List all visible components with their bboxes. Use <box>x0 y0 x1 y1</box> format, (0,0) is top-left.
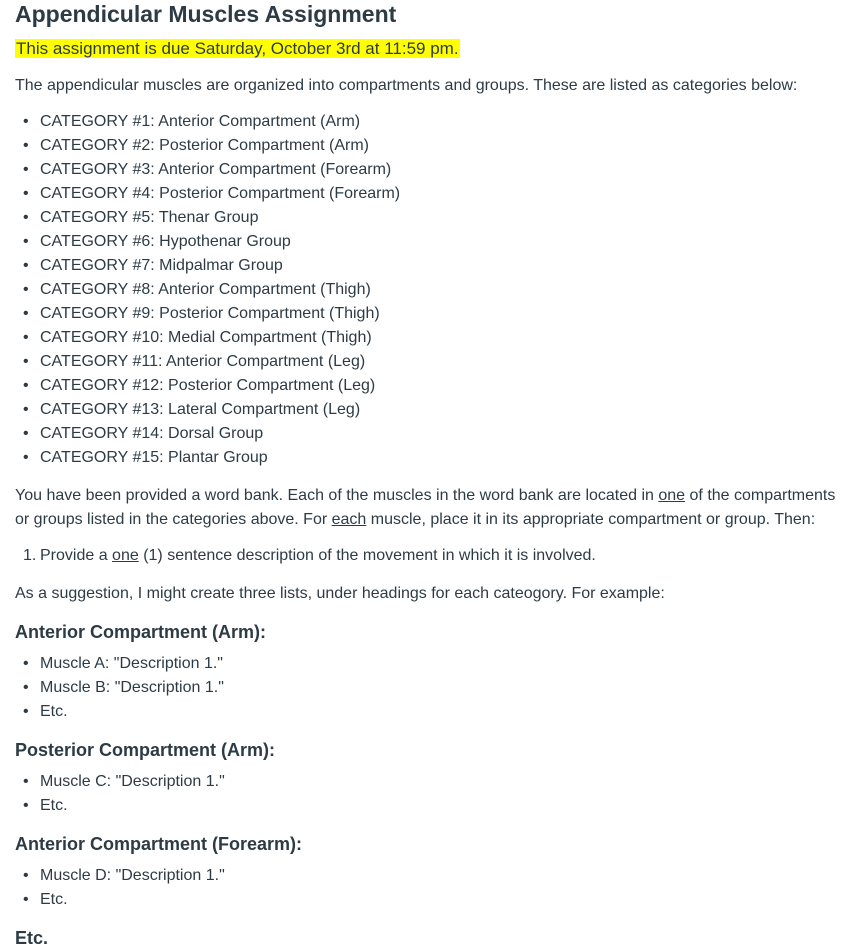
due-notice <box>15 38 838 60</box>
category-item: • CATEGORY #6: Hypothenar Group <box>40 230 838 254</box>
category-item: • CATEGORY #15: Plantar Group <box>40 446 838 470</box>
example-list <box>15 652 838 724</box>
example-heading: Anterior Compartment (Forearm): <box>15 834 303 854</box>
category-item: • CATEGORY #14: Dorsal Group <box>40 422 838 446</box>
wordbank-text-1: You have been provided a word bank. Each of the muscles in the word bank are located in <box>15 487 659 504</box>
wordbank-text-3: muscle, place it in its appropriate compartment or group. Then: <box>366 511 816 528</box>
category-item: • CATEGORY #3: Anterior Compartment (Forearm) <box>40 158 838 182</box>
suggestion-paragraph: As a suggestion, I might create three lists, under headings for each cateogory. For example: <box>15 585 665 602</box>
wordbank-paragraph <box>15 484 838 532</box>
wordbank-emphasis-one: one <box>658 487 686 504</box>
category-item: • CATEGORY #9: Posterior Compartment (Thigh) <box>40 302 838 326</box>
example-list <box>15 770 838 818</box>
step-emphasis-one: one <box>112 547 139 564</box>
category-item: • CATEGORY #2: Posterior Compartment (Arm) <box>40 134 838 158</box>
example-item: • Muscle B: "Description 1." <box>40 676 838 700</box>
closing-heading: Etc. <box>15 928 49 948</box>
example-item: • Muscle A: "Description 1." <box>40 652 838 676</box>
category-list <box>15 110 838 470</box>
page-title: Appendicular Muscles Assignment <box>15 1 397 27</box>
wordbank-emphasis-each: each <box>331 511 367 528</box>
example-item: • Etc. <box>40 888 838 912</box>
category-item: • CATEGORY #8: Anterior Compartment (Thigh) <box>40 278 838 302</box>
category-item: • CATEGORY #12: Posterior Compartment (Leg) <box>40 374 838 398</box>
example-item: • Muscle D: "Description 1." <box>40 864 838 888</box>
category-item: • CATEGORY #11: Anterior Compartment (Leg) <box>40 350 838 374</box>
wordbank-text-2: of the compartments or groups listed in the categories above. For <box>15 487 836 528</box>
category-item: • CATEGORY #7: Midpalmar Group <box>40 254 838 278</box>
category-item: • CATEGORY #1: Anterior Compartment (Arm) <box>40 110 838 134</box>
due-notice-highlight: This assignment is due Saturday, October 3rd at 11:59 pm. <box>16 39 459 58</box>
example-item: • Muscle C: "Description 1." <box>40 770 838 794</box>
category-item: • CATEGORY #10: Medial Compartment (Thigh) <box>40 326 838 350</box>
intro-paragraph: The appendicular muscles are organized into compartments and groups. These are listed as categories below: <box>15 77 798 94</box>
example-list <box>15 864 838 912</box>
category-item: • CATEGORY #5: Thenar Group <box>40 206 838 230</box>
example-item: • Etc. <box>40 794 838 818</box>
step-text-2: (1) sentence description of the movement in which it is involved. <box>138 547 596 564</box>
example-heading: Anterior Compartment (Arm): <box>15 622 267 642</box>
step-text-1: Provide a <box>40 547 113 564</box>
step-list <box>15 544 838 568</box>
category-item: • CATEGORY #13: Lateral Compartment (Leg) <box>40 398 838 422</box>
example-item: • Etc. <box>40 700 838 724</box>
category-item: • CATEGORY #4: Posterior Compartment (Forearm) <box>40 182 838 206</box>
step-item <box>40 544 838 568</box>
example-heading: Posterior Compartment (Arm): <box>15 740 276 760</box>
